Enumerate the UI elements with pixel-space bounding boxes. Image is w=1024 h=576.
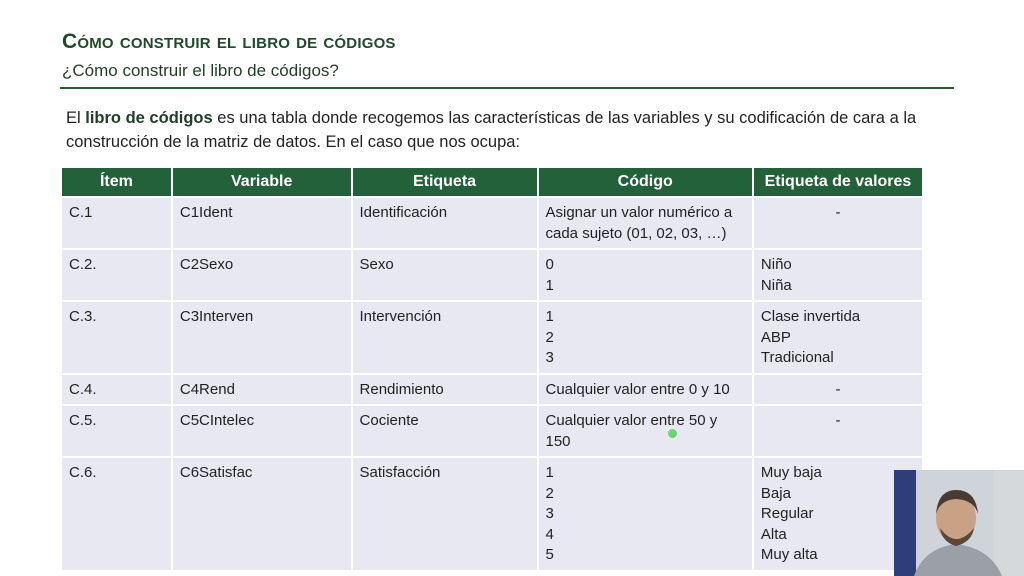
valor-line: - [835,380,841,398]
cell-etiqueta-valores [754,375,922,405]
codigo-line: Cualquier valor entre 50 y [545,412,718,429]
cell-variable: C5CIntelec [173,406,351,456]
valor-line: Alta [760,525,787,543]
page-subtitle: ¿Cómo construir el libro de códigos? [62,61,339,80]
cell-etiqueta-valores [754,250,922,300]
valor-line: Niña [760,276,792,294]
cell-item: C.1 [62,198,171,248]
codigo-line: 1 [545,308,554,325]
cursor-indicator [668,429,677,438]
table-header-row [62,168,922,196]
cell-variable: C2Sexo [173,250,351,300]
cell-etiqueta: Identificación [353,198,537,248]
valor-line: Baja [760,484,791,502]
cell-item: C.2. [62,250,171,300]
codigo-line: 0 [545,256,554,273]
codigo-line: 150 [545,432,571,450]
codigo-line: 5 [545,546,554,563]
valor-line: Tradicional [760,349,834,366]
cell-variable: C1Ident [173,198,351,248]
intro-prefix: El [66,109,86,127]
valor-line: - [835,412,841,429]
codebook-table [60,166,924,572]
valor-line: Muy baja [760,464,822,481]
cell-codigo [539,375,752,405]
intro-paragraph [66,106,946,154]
valor-line: Niño [760,256,792,273]
table-row [62,302,922,373]
header-codigo: Código [539,168,752,196]
table-row [62,198,922,248]
table-row [62,406,922,456]
valor-line: - [835,204,841,221]
codigo-line: 2 [545,328,554,346]
valor-line: Clase invertida [760,308,861,325]
cell-etiqueta: Intervención [353,302,537,373]
header-variable: Variable [173,168,351,196]
cell-item: C.5. [62,406,171,456]
cell-variable: C3Interven [173,302,351,373]
codigo-line: 4 [545,525,554,543]
cell-etiqueta: Rendimiento [353,375,537,405]
cell-item: C.6. [62,458,171,570]
cell-codigo [539,406,752,456]
table-row [62,250,922,300]
cell-codigo [539,250,752,300]
header-etiqueta-valores: Etiqueta de valores [754,168,922,196]
codigo-line: 1 [545,276,554,294]
cell-codigo [539,458,752,570]
valor-line: Muy alta [760,546,818,563]
presenter-image [894,470,1024,576]
cell-etiqueta: Cociente [353,406,537,456]
cell-codigo [539,302,752,373]
cell-variable: C6Satisfac [173,458,351,570]
cell-etiqueta-valores [754,302,922,373]
valor-line: ABP [760,328,791,346]
cell-etiqueta-valores [754,198,922,248]
codigo-line: Asignar un valor numérico a [545,204,733,221]
page-title: Cómo construir el libro de códigos [62,30,396,53]
header-item: Ítem [62,168,171,196]
table-row [62,458,922,570]
cell-item: C.3. [62,302,171,373]
codigo-line: cada sujeto (01, 02, 03, …) [545,224,727,242]
cell-variable: C4Rend [173,375,351,405]
cell-item: C.4. [62,375,171,405]
cell-codigo [539,198,752,248]
valor-line: Regular [760,505,814,522]
codigo-line: 3 [545,505,554,522]
intro-rest: es una tabla donde recogemos las características de las variables y su codificación de cara a la construcción de la matriz de datos. En el caso que nos ocupa: [66,109,917,151]
webcam-overlay [894,470,1024,576]
cell-etiqueta: Satisfacción [353,458,537,570]
codigo-line: Cualquier valor entre 0 y 10 [545,380,730,398]
table-row [62,375,922,405]
title-divider [60,87,954,89]
codigo-line: 1 [545,464,554,481]
header-etiqueta: Etiqueta [353,168,537,196]
cell-etiqueta: Sexo [353,250,537,300]
cell-etiqueta-valores [754,406,922,456]
intro-bold-term: libro de códigos [85,109,213,127]
codigo-line: 2 [545,484,554,502]
codigo-line: 3 [545,349,554,366]
